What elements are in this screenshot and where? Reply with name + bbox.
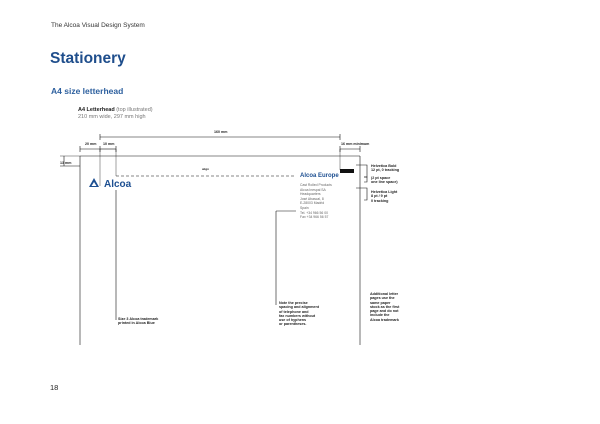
address-line: E-28003 Madrid xyxy=(300,201,325,206)
font-light-note: Helvetica Light 8 pt / 9 pt 0 tracking xyxy=(371,190,398,203)
bold-bracket xyxy=(356,165,367,177)
page-number: 18 xyxy=(50,383,59,392)
address-line: Tel. +34 966 56 00 xyxy=(300,210,328,215)
left-margin-label: 20 mm xyxy=(85,142,97,146)
caption-size: 210 mm wide, 297 mm high xyxy=(78,114,146,120)
address-line: Headquarters xyxy=(300,192,321,197)
width-label: 160 mm xyxy=(214,130,228,134)
right-margin-label: 16 mm minimum xyxy=(341,142,370,146)
address-line: Cast Rolled Products xyxy=(300,183,332,187)
company-name: Alcoa Europe xyxy=(300,173,339,179)
additional-pages-note: Additional letter pages use the same paper stock as the first page and do not include the Alcoa trademark xyxy=(370,292,400,322)
logo-gap-label: 10 mm xyxy=(103,142,115,146)
space-bracket xyxy=(364,177,367,182)
font-bold-note: Helvetica Bold 12 pt, 0 tracking xyxy=(371,164,400,173)
page-title: Stationery xyxy=(50,50,126,67)
spacing-note: Note the precise spacing and alignment of telephone and fax numbers without use of hyphens or parentheses. xyxy=(279,301,319,327)
document-header: The Alcoa Visual Design System xyxy=(51,22,145,29)
address-line: Alcoa Inespal SA xyxy=(300,187,326,192)
trademark-note: Size 3 Alcoa trademark printed in Alcoa Blue xyxy=(118,317,159,326)
caption-note: (top illustrated) xyxy=(116,107,153,113)
section-title: A4 size letterhead xyxy=(51,86,124,96)
caption-name: A4 Letterhead xyxy=(78,107,115,113)
address-line: Fax +34 966 56 57 xyxy=(300,215,329,220)
address-block xyxy=(300,183,332,220)
alcoa-logo-icon xyxy=(89,178,99,187)
alcoa-wordmark: Alcoa xyxy=(104,179,132,190)
light-bracket xyxy=(356,188,367,200)
address-line: José Abascal, 8 xyxy=(300,196,324,201)
align-label: align xyxy=(202,167,210,171)
space-note: (2 pt space one line space) xyxy=(371,176,398,185)
top-margin-label: 13 mm xyxy=(60,161,72,165)
address-line: Spain xyxy=(300,205,309,210)
address-marker xyxy=(340,169,354,173)
